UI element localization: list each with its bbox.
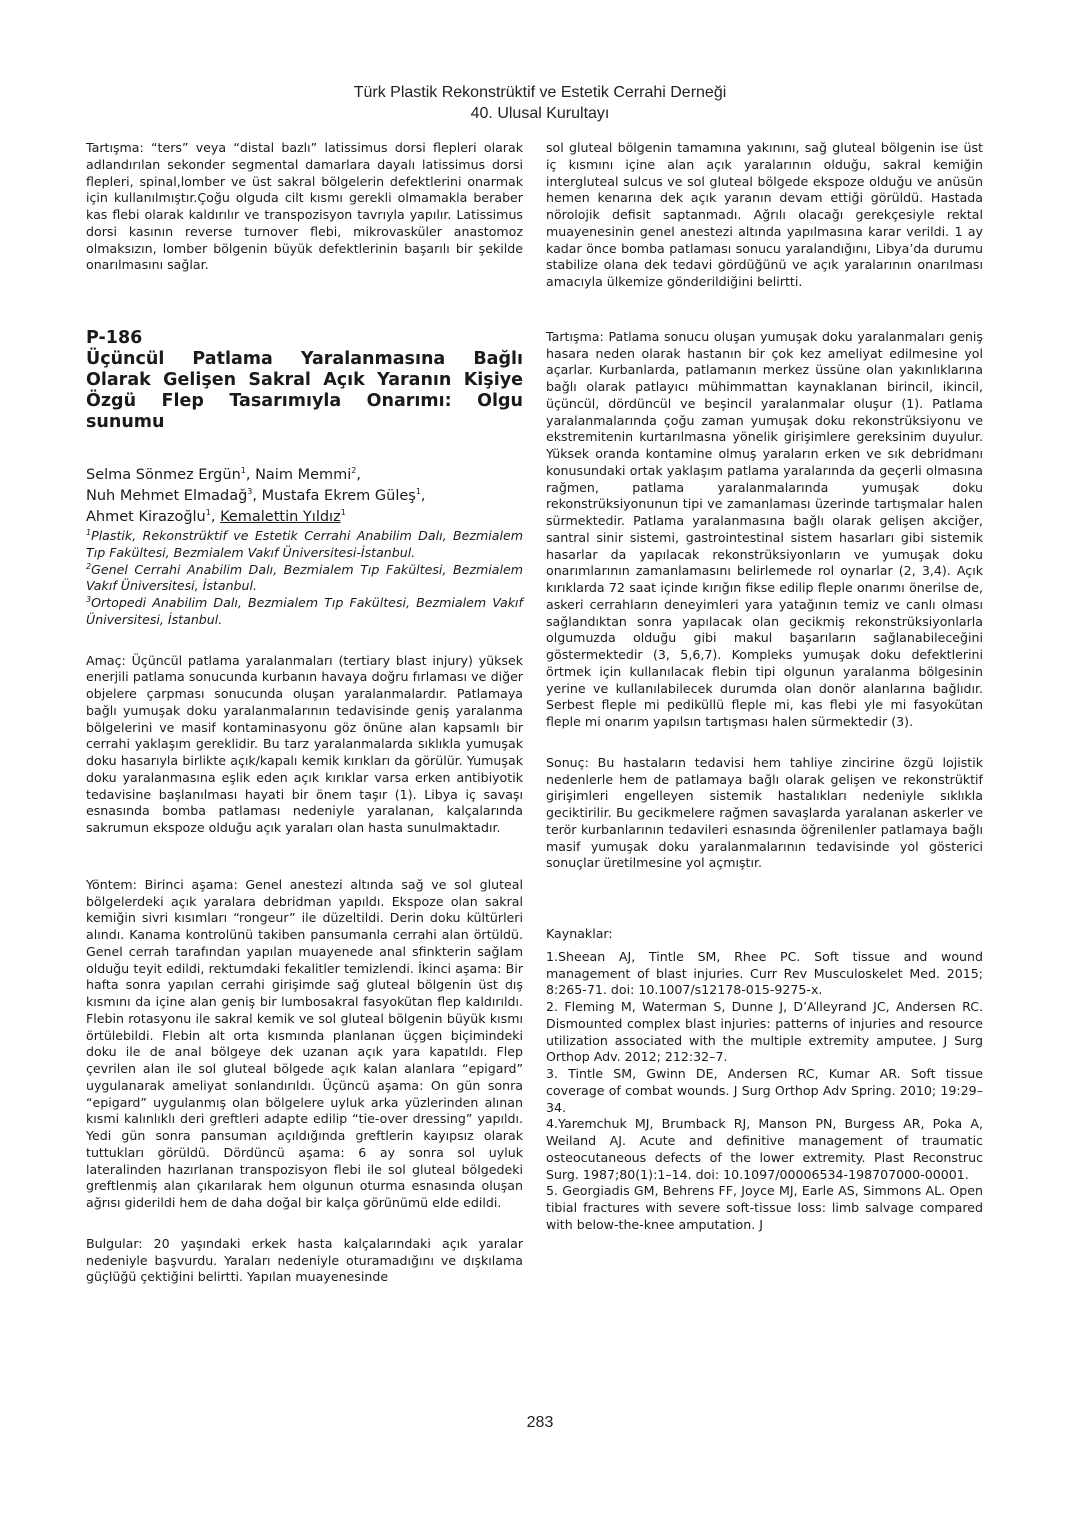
author-affiliation-mark: 2 [351,466,357,476]
reference-item: 3. Tintle SM, Gwinn DE, Andersen RC, Kumar AR. Soft tissue coverage of combat wounds. J Surg Orthop Adv Spring. 2010; 19:29–34. [546,1066,983,1115]
paper-id: P-186 [86,328,143,348]
reference-item: 2. Fleming M, Waterman S, Dunne J, D’Alleyrand JC, Andersen RC. Dismounted complex blast injuries: patterns of injuries and resource utilization associated with the multiple extremity amputee. J Surg Orthop Adv. 2012; 212:32–7. [546,999,983,1065]
author-name: Nuh Mehmet Elmadağ [86,488,248,504]
reference-item: 1.Sheean AJ, Tintle SM, Rhee PC. Soft tissue and wound management of blast injuries. Curr Rev Musculoskelet Med. 2015; 8:265-71. doi: 10.1007/s12178-015-9275-x. [546,948,983,998]
affiliation-2: $^2$Genel Cerrahi Anabilim Dalı, Bezmialem Tıp Fakültesi, Bezmialem Vakıf Üniversitesi, İstanbul. [86,561,523,594]
author-affiliation-mark: 3 [247,487,253,497]
aim-paragraph: Amaç: Üçüncül patlama yaralanmaları (tertiary blast injury) yüksek enerjili patlama sonucunda kurbanın havaya doğru fırlaması ve diğer objelere çarpması sonucunda oluşan yaralanmalardır. Patlamaya bağlı yumuşak doku yaralanmalarının tedavisinde geniş yaralanma bölgelerini ve masif kontaminasyonu göz önüne alan kapsamlı bir cerrahi yaklaşım gereklidir. Bu tarz yaralanmalarda sıklıkla yumuşak doku hasarıyla birlikte açık/kapalı kemik kırıkları da görülür. Yumuşak doku yaralanmasına eşlik eden açık kırıklar varsa erken antibiyotik tedavisine başlanılması hayati bir önem taşır (1). Libya iç savaşı esnasında bomba patlaması nedeniyle yaralanan, kalçalarında sakrumun ekspoze olduğu açık yaraları olan hasta sunulmaktadır. [86,652,523,835]
header-congress: 40. Ulusal Kurultayı [470,105,610,122]
right-column [546,140,983,1234]
author-list: Selma Sönmez Ergün$^1$, Naim Memmi$^2$, Nuh Mehmet Elmadağ$^3$, Mustafa Ekrem Güleş$^1$, Ahmet Kirazoğlu$^1$, Kemalettin Yıldız$^1$ [86,466,426,525]
author-name: Naim Memmi [255,467,352,483]
previous-discussion-paragraph: Tartışma: “ters” veya “distal bazlı” latissimus dorsi flepleri olarak adlandırılan sekonder segmental damarlara dayalı latissimus dorsi flepleri, spinal,lomber ve üst sakral bölgelerin defektlerini onarmak için kullanılmıştır.Çoğu olguda cilt kısmı gerekli olmamakla beraber kas flebi olarak kaldırılır ve transpozisyon tavrıyla yapılır. Latissimus dorsi kasının reverse turnover flebi, mikrovasküler anastomoz olmaksızın, lomber bölgenin büyük defektlerinin başarılı bir şekilde onarılmasını sağlar. [86,140,523,273]
conclusion-paragraph: Sonuç: Bu hastaların tedavisi hem tahliye zincirine özgü lojistik nedenlerle hem de patlamaya bağlı olarak gelişen ve rekonstrüktif girişimleri engelleyen sistemik hastalıkları nedeniyle sıklıkla geciktirilir. Bu gecikmelere rağmen savaşlarda yaralanan askerler ve terör kurbanlarının tedavileri esnasında öğrenilenler patlamaya bağlı masif yumuşak doku yaralanmalarının tedavisinde yol gösterici sonuçlar üretilmesine yol açmıştır. [546,754,983,871]
references-heading: Kaynaklar: [546,926,613,941]
author-affiliation-mark: 1 [240,466,246,476]
discussion-paragraph: Tartışma: Patlama sonucu oluşan yumuşak doku yaralanmaları geniş hasara neden olarak hastanın bir çok kez ameliyat edilmesine yol açarlar. Kurbanlarda, patlamanın merkez üssüne olan yakınlıklarına bağlı olarak patlayıcı mühimmattan kaynaklanan birincil, ikincil, üçüncül, dördüncül ve beşincil yaralanmalar oluşur (1). Patlama yaralanmalarında çoğu zaman yumuşak doku rekonstrüksiyonu ve ekstremitenin kurtarılmasna yönelik girişimlere gereksinim duyulur. Yüksek oranda kontamine olmuş yaraların erken ve sık debridmanı konusundaki ortak yaklaşım patlama yaralarında da geçerli olmasına rağmen, patlama yaralanmalarında yumuşak doku rekonstrüksiyonunun tipi ve zamanlaması üzerinde tartışmalar halen sürmektedir. Patlama yaralanmasına bağlı olarak gelişen akciğer, santral sinir sistemi, gastrointestinal sistem hasarları gibi sistemik hasarlar da yapılacak rekonstrüksiyonların ve yumuşak doku onarımlarının zamanlamasını belirlemede rol oynarlar (2, 3,4). Açık kırıklarda 72 saat içinde kırığın fikse edilip fleple onarımı önerilse de, askeri cerrahların deneyimleri yara yatağının temiz ve canlı olması sağlandıktan sonra yapılacak olan gecikmiş rekonstrüksiyonlarla olgumuzda olduğu gibi makul başarıların sağlanabileceğini göstermektedir (3, 5,6,7). Kompleks yumuşak doku defektlerini örtmek için kullanılacak flebin tipi olgunun yaralanma bölgesinin yerine ve kullanılabilecek durumda olan donör alanlarına bağlıdır. Serbest fleple mi pediküllü fleple mi, kas flebi yle mi fasyokütan fleple mi onarım yapılsın tartışması halen sürmektedir (3). [546,328,983,729]
left-column [86,140,523,1286]
paper-title: Üçüncül Patlama Yaralanmasına Bağlı Olarak Gelişen Sakral Açık Yaranın Kişiye Özgü Flep Tasarımıyla Onarımı: Olgu sunumu [86,349,523,432]
presenting-author-name: Kemalettin Yıldız [220,509,341,525]
author-affiliation-mark: 1 [340,508,346,518]
header-society: Türk Plastik Rekonstrüktif ve Estetik Cerrahi Derneği [353,84,727,101]
author-affiliation-mark: 1 [205,508,211,518]
page-number: 283 [526,1414,554,1431]
proceedings-header [0,82,1080,124]
findings-paragraph: Bulgular: 20 yaşındaki erkek hasta kalçalarındaki açık yaralar nedeniyle başvurdu. Yaraları nedeniyle oturamadığını ve dışkılama güçlüğü çektiğini belirtti. Yapılan muayenesinde [86,1235,523,1285]
findings-continued-paragraph: sol gluteal bölgenin tamamına yakınını, sağ gluteal bölgenin ise üst iç kısmını içine alan açık yaralarının olduğu, sakral kemiğin intergluteal sulcus ve sol gluteal bölgede ekspoze olduğu ve anüsün hemen kenarına dek açık yaranın devam ettiği görüldü. Hastada nörolojik defisit saptanmadı. Ağrılı olacağı gerekçesiyle rektal muayenesinin genel anestezi altında yapılmasına karar verildi. 1 ay kadar önce bomba patlaması sonucu yaralandığını, Libya’da durumu stabilize olana dek tedavi gördüğünü ve açık yaralarının onarılması amacıyla ülkemize gönderildiğini belirtti. [546,140,983,289]
author-name: Ahmet Kirazoğlu [86,509,206,525]
author-name: Selma Sönmez Ergün [86,467,241,483]
affiliation-1: $^1$Plastik, Rekonstrüktif ve Estetik Cerrahi Anabilim Dalı, Bezmialem Tıp Fakültesi, Bezmialem Vakıf Üniversitesi-İstanbul. [86,527,523,560]
reference-item: 4.Yaremchuk MJ, Brumback RJ, Manson PN, Burgess AR, Poka A, Weiland AJ. Acute and definitive management of traumatic osteocutaneous defects of the lower extremity. Plast Reconstruc Surg. 1987;80(1):1–14. doi: 10.1097/00006534-198707000-00001. [546,1116,983,1182]
method-paragraph: Yöntem: Birinci aşama: Genel anestezi altında sağ ve sol gluteal bölgelerdeki açık yaralara debridman yapıldı. Ekspoze olan sakral kemiğin sivri kısımları “rongeur” ile düzeltildi. Derin doku kültürleri alındı. Kanama kontrolünü takiben pansumanla cerrahi alan örtüldü. Genel cerrah tarafından yapılan muayenede anal sfinkterin sağlam olduğu teyit edildi, rektumdaki fekalitler temizlendi. İkinci aşama: Bir hafta sonra yapılan cerrahi girişimde sağ gluteal bölgenin üst dış kısmını da içine alan geniş bir lumbosakral fasyokütan flep kaldırıldı. Flebin rotasyonu ile sakral kemik ve sol gluteal bölgenin büyük kısmı örtülebildi. Flebin alt orta kısmında planlanan üçgen biçimindeki doku ile de anal bölgeye dek uzanan açık yara kapatıldı. Flep çevrilen alan ile sol gluteal bölgede açık kalan alanlara “epigard” uygulanarak ameliyat sonlandırıldı. Üçüncü aşama: On gün sonra “epigard” uygulanmış olan bölgelere uyluk arka yüzlerinden alınan kısmi kalınlıklı deri greftleri adapte edilip “tie-over dressing” yapıldı. Yedi gün sonra pansuman açıldığında greftlerin kayıpsız olarak tuttukları görüldü. Dördüncü aşama: 6 ay sonra sol uyluk lateralinden hazırlanan transpozisyon flebi ile sol gluteal bölgedeki greftlenmiş alan çıkarılarak hem olgunun oturma esnasında oluşan ağrısı giderildi hem de daha doğal bir kalça görünümü elde edildi. [86,876,523,1210]
reference-item: 5. Georgiadis GM, Behrens FF, Joyce MJ, Earle AS, Simmons AL. Open tibial fractures with severe soft-tissue loss: limb salvage compared with below-the-knee amputation. J [546,1183,983,1232]
author-affiliation-mark: 1 [415,487,421,497]
reference-list [546,949,983,1234]
affiliation-3: $^3$Ortopedi Anabilim Dalı, Bezmialem Tıp Fakültesi, Bezmialem Vakıf Üniversitesi, İstanbul. [86,594,523,627]
author-name: Mustafa Ekrem Güleş [261,488,416,504]
